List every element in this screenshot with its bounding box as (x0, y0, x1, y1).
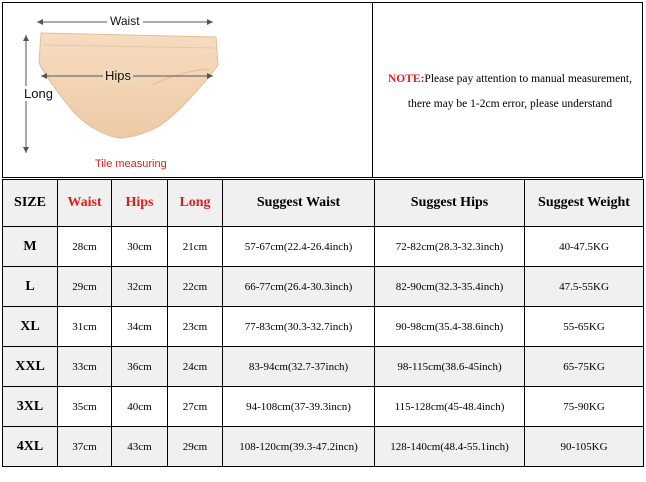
note-text-1: Please pay attention to manual measurement, (424, 73, 632, 85)
note-prefix: NOTE: (388, 73, 425, 85)
table-row (3, 427, 644, 467)
long-cell: 23cm (168, 307, 223, 347)
tile-measuring-caption: Tile measuring (95, 158, 167, 170)
waist-cell: 35cm (58, 387, 112, 427)
waist-cell: 28cm (58, 227, 112, 267)
size-cell: M (3, 227, 58, 267)
hips-cell: 43cm (112, 427, 168, 467)
suggest-waist-cell: 57-67cm(22.4-26.4inch) (223, 227, 375, 267)
garment-diagram (3, 3, 372, 177)
suggest-waist-cell: 83-94cm(32.7-37inch) (223, 347, 375, 387)
garment-illustration (3, 3, 372, 176)
suggest-weight-cell: 90-105KG (525, 427, 644, 467)
measurement-note (375, 67, 645, 117)
long-cell: 21cm (168, 227, 223, 267)
hips-cell: 40cm (112, 387, 168, 427)
suggest-waist-cell: 77-83cm(30.3-32.7inch) (223, 307, 375, 347)
hips-cell: 30cm (112, 227, 168, 267)
header-hips: Hips (112, 180, 168, 227)
header-size: SIZE (3, 180, 58, 227)
note-line-1 (375, 67, 645, 92)
note-line-2: there may be 1-2cm error, please understand (407, 98, 613, 110)
long-label: Long (24, 86, 53, 101)
size-table (2, 179, 644, 467)
hips-label: Hips (105, 68, 132, 83)
briefs-shape (39, 33, 218, 138)
suggest-weight-cell: 47.5-55KG (525, 267, 644, 307)
suggest-hips-cell: 115-128cm(45-48.4inch) (375, 387, 525, 427)
waist-cell: 29cm (58, 267, 112, 307)
suggest-weight-cell: 55-65KG (525, 307, 644, 347)
measurement-panel (2, 2, 643, 178)
size-cell: XXL (3, 347, 58, 387)
long-cell: 29cm (168, 427, 223, 467)
long-cell: 22cm (168, 267, 223, 307)
size-cell: 4XL (3, 427, 58, 467)
table-row (3, 307, 644, 347)
waist-cell: 33cm (58, 347, 112, 387)
size-cell: L (3, 267, 58, 307)
waist-cell: 31cm (58, 307, 112, 347)
suggest-hips-cell: 72-82cm(28.3-32.3inch) (375, 227, 525, 267)
size-cell: XL (3, 307, 58, 347)
header-suggest-weight: Suggest Weight (525, 180, 644, 227)
suggest-hips-cell: 128-140cm(48.4-55.1inch) (375, 427, 525, 467)
long-cell: 27cm (168, 387, 223, 427)
table-row (3, 227, 644, 267)
suggest-hips-cell: 82-90cm(32.3-35.4inch) (375, 267, 525, 307)
long-cell: 24cm (168, 347, 223, 387)
suggest-waist-cell: 94-108cm(37-39.3incn) (223, 387, 375, 427)
suggest-weight-cell: 40-47.5KG (525, 227, 644, 267)
suggest-hips-cell: 90-98cm(35.4-38.6inch) (375, 307, 525, 347)
suggest-weight-cell: 65-75KG (525, 347, 644, 387)
waist-label: Waist (107, 14, 143, 28)
hips-cell: 32cm (112, 267, 168, 307)
table-row (3, 387, 644, 427)
hips-cell: 34cm (112, 307, 168, 347)
suggest-hips-cell: 98-115cm(38.6-45inch) (375, 347, 525, 387)
hips-cell: 36cm (112, 347, 168, 387)
suggest-waist-cell: 66-77cm(26.4-30.3inch) (223, 267, 375, 307)
header-suggest-waist: Suggest Waist (223, 180, 375, 227)
waist-cell: 37cm (58, 427, 112, 467)
table-row (3, 347, 644, 387)
header-long: Long (168, 180, 223, 227)
header-waist: Waist (58, 180, 112, 227)
size-cell: 3XL (3, 387, 58, 427)
header-suggest-hips: Suggest Hips (375, 180, 525, 227)
suggest-waist-cell: 108-120cm(39.3-47.2incn) (223, 427, 375, 467)
table-row (3, 267, 644, 307)
suggest-weight-cell: 75-90KG (525, 387, 644, 427)
panel-divider (372, 3, 373, 177)
table-header-row (3, 180, 644, 227)
